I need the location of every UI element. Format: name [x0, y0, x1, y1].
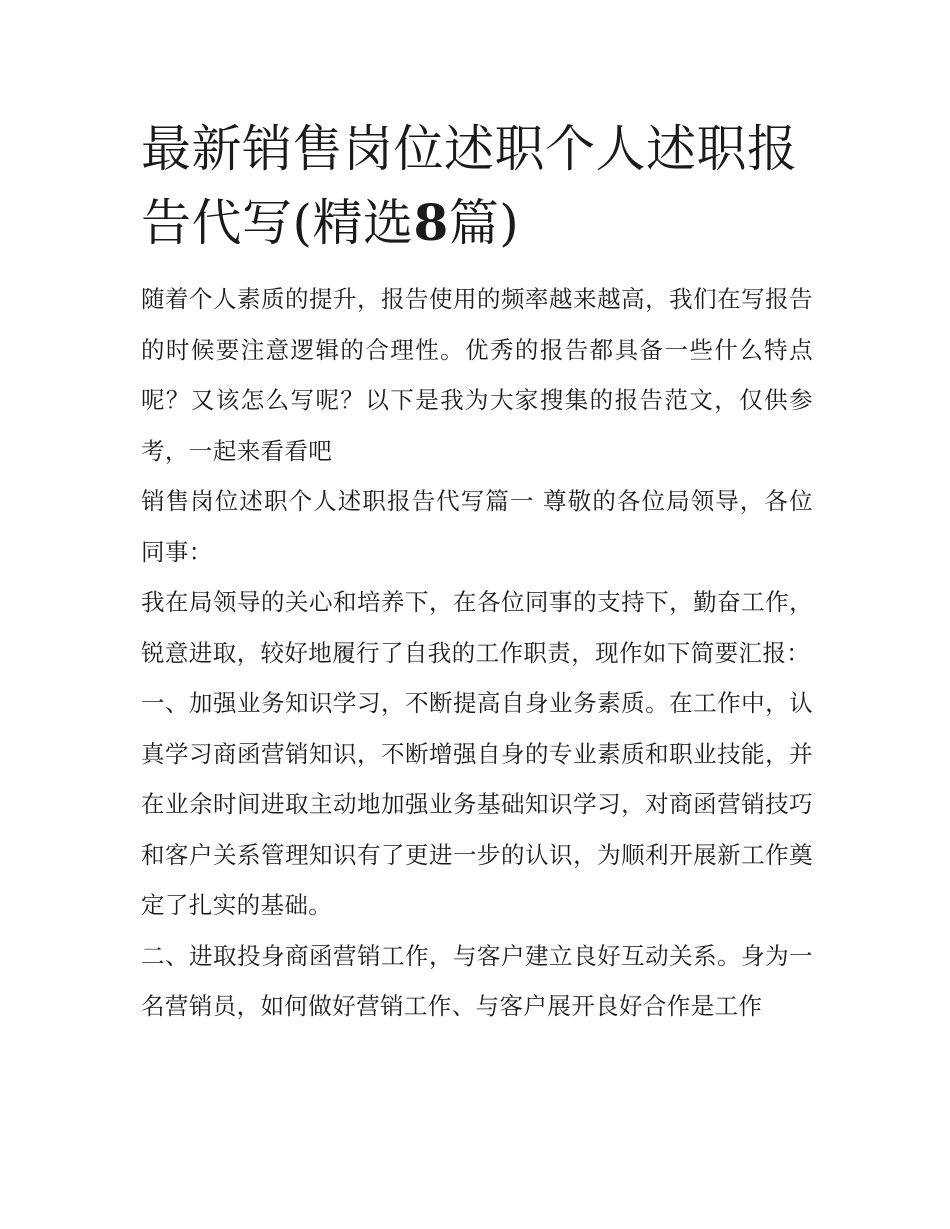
- paragraph-greeting: 销售岗位述职个人述职报告代写篇一 尊敬的各位局领导，各位同事：: [141, 487, 813, 566]
- title-number: 8: [413, 193, 449, 252]
- paragraph-summary: 我在局领导的关心和培养下，在各位同事的支持下，勤奋工作，锐意进取，较好地履行了自我的工作职责，现作如下简要汇报：: [141, 588, 813, 667]
- document-page: [141, 112, 813, 1032]
- paragraph-point-one: 一、加强业务知识学习，不断提高自身业务素质。在工作中，认真学习商函营销知识，不断增强自身的专业素质和职业技能，并在业余时间进取主动地加强业务基础知识学习，对商函营销技巧和客户关系管理知识有了更进一步的认识，为顺利开展新工作奠定了扎实的基础。: [141, 689, 813, 919]
- document-title: [141, 112, 813, 260]
- document-body: [141, 274, 813, 1032]
- paragraph-point-two: 二、进取投身商函营销工作，与客户建立良好互动关系。身为一名营销员，如何做好营销工作、与客户展开良好合作是工作: [141, 941, 813, 1020]
- title-text: 最新销售岗位述职个人述职报告代写(精选: [141, 120, 798, 252]
- paragraph-intro: 随着个人素质的提升，报告使用的频率越来越高，我们在写报告的时候要注意逻辑的合理性。优秀的报告都具备一些什么特点呢？又该怎么写呢？以下是我为大家搜集的报告范文，仅供参考，一起来看看吧: [141, 285, 813, 465]
- title-suffix: 篇): [448, 194, 520, 252]
